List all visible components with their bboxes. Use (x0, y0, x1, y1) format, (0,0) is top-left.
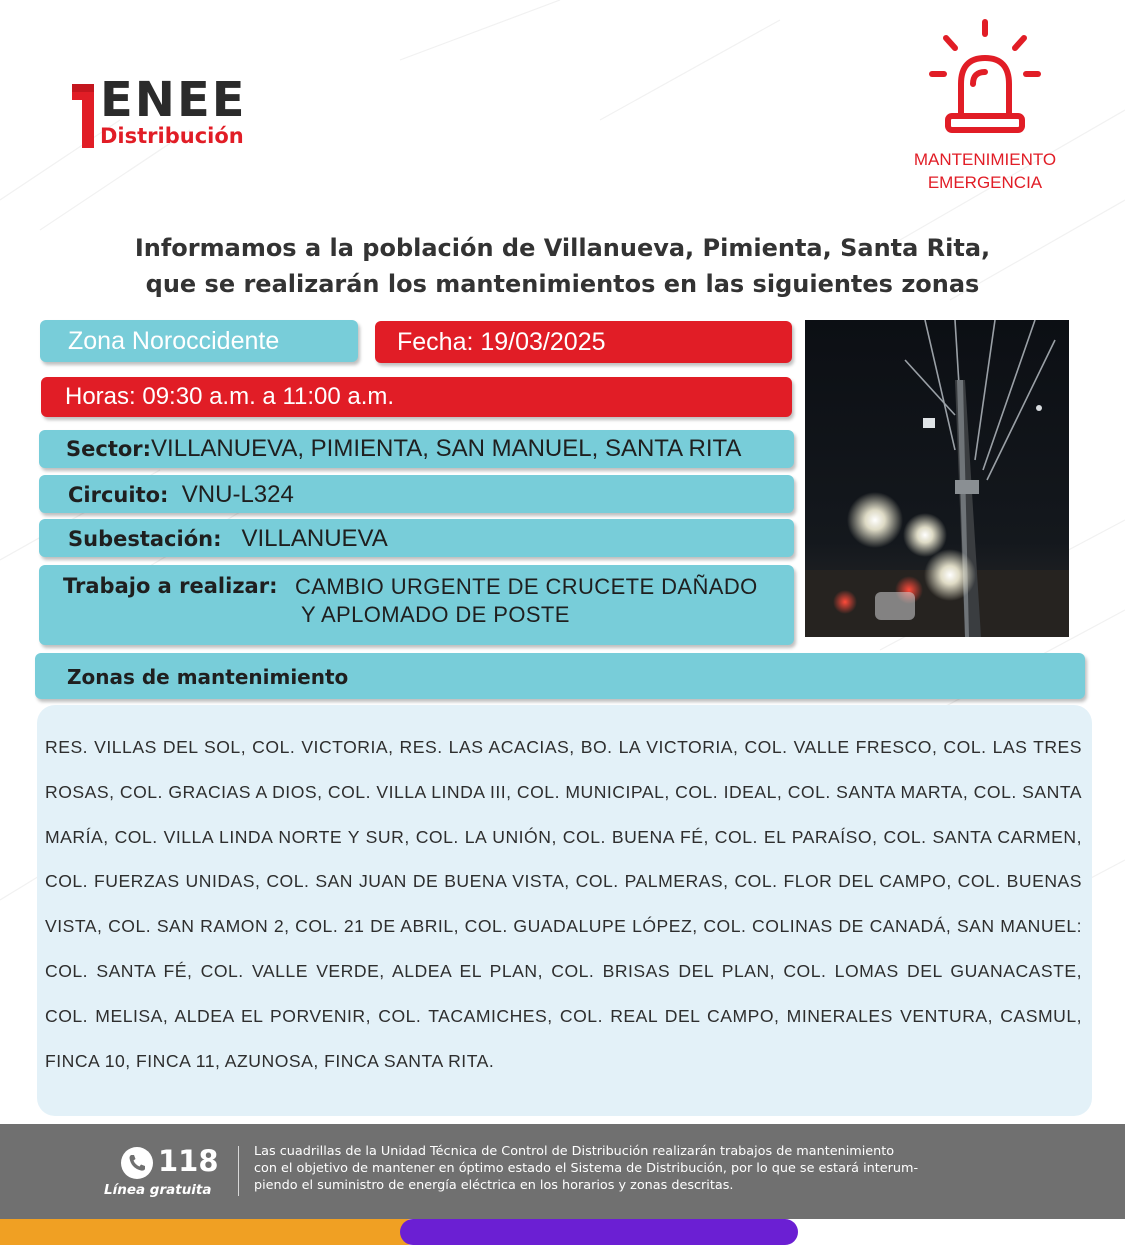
logo-wordmark: ENEE (100, 72, 247, 128)
sector-row (39, 430, 794, 468)
logo-mark-icon (70, 84, 96, 148)
trabajo-value-line-1: CAMBIO URGENTE DE CRUCETE DAÑADO (295, 574, 758, 599)
headline (20, 230, 1105, 302)
emergency-line-1: MANTENIMIENTO (913, 150, 1057, 169)
trabajo-value-line-2: Y APLOMADO DE POSTE (301, 602, 570, 627)
zona-badge: Zona Noroccidente (40, 320, 358, 362)
headline-line-1: Informamos a la población de Villanueva, Pimienta, Santa Rita, (134, 234, 991, 262)
footer-notice (254, 1143, 1054, 1194)
subestacion-row (39, 519, 794, 557)
footer-line-1: Las cuadrillas de la Unidad Técnica de Control de Distribución realizarán trabajos de mantenimiento (254, 1144, 895, 1159)
subestacion-label: Subestación: (68, 527, 222, 551)
subestacion-value: VILLANUEVA (241, 525, 388, 552)
horas-badge: Horas: 09:30 a.m. a 11:00 a.m. (41, 377, 792, 417)
trabajo-label: Trabajo a realizar: (63, 574, 278, 598)
trabajo-value (295, 573, 758, 629)
sector-label: Sector: (66, 437, 152, 461)
zonas-list: RES. VILLAS DEL SOL, COL. VICTORIA, RES. LAS ACACIAS, BO. LA VICTORIA, COL. VALLE FRESCO, COL. LAS TRES ROSAS, COL. GRACIAS A DIOS, COL. VILLA LINDA III, COL. MUNICIPAL, COL. IDEAL, COL. SANTA MARTA, COL. SANTA MARÍA, COL. VILLA LINDA NORTE Y SUR, COL. LA UNIÓN, COL. BUENA FÉ, COL. EL PARAÍSO, COL. SANTA CARMEN, COL. FUERZAS UNIDAS, COL. SAN JUAN DE BUENA VISTA, COL. PALMERAS, COL. FLOR DEL CAMPO, COL. BUENAS VISTA, COL. SAN RAMON 2, COL. 21 DE ABRIL, COL. GUADALUPE LÓPEZ, COL. COLINAS DE CANADÁ, SAN MANUEL: COL. SANTA FÉ, COL. VALLE VERDE, ALDEA EL PLAN, COL. BRISAS DEL PLAN, COL. LOMAS DEL GUANACASTE, COL. MELISA, ALDEA EL PORVENIR, COL. TACAMICHES, COL. REAL DEL CAMPO, MINERALES VENTURA, CASMUL, FINCA 10, FINCA 11, AZUNOSA, FINCA SANTA RITA. (45, 737, 1082, 1071)
siren-icon (928, 18, 1042, 138)
logo-subtitle: Distribución (100, 124, 244, 148)
emergency-badge (890, 18, 1080, 198)
phone-icon (120, 1146, 154, 1180)
zonas-panel (37, 705, 1092, 1116)
footer-line-3: piendo el suministro de energía eléctrica en los horarios y zonas descritas. (254, 1178, 734, 1193)
emergency-text (890, 148, 1080, 194)
maintenance-photo (805, 320, 1069, 637)
footer-line-2: con el objetivo de mantener en óptimo estado el Sistema de Distribución, por lo que se estará interum- (254, 1161, 919, 1176)
trabajo-row (39, 565, 794, 645)
circuito-label: Circuito: (68, 483, 169, 507)
circuito-row (39, 475, 794, 513)
enee-logo (70, 72, 330, 154)
footer-divider (238, 1146, 239, 1196)
hotline (100, 1144, 230, 1204)
zonas-title: Zonas de mantenimiento (67, 665, 349, 689)
hotline-number: 118 (158, 1144, 219, 1178)
emergency-line-2: EMERGENCIA (927, 173, 1043, 192)
footer (0, 1124, 1125, 1219)
hotline-label: Línea gratuita (104, 1182, 212, 1198)
sector-value: VILLANUEVA, PIMIENTA, SAN MANUEL, SANTA RITA (151, 435, 742, 462)
bottom-color-bar (0, 1219, 1125, 1247)
circuito-value: VNU-L324 (181, 481, 294, 508)
headline-line-2: que se realizarán los mantenimientos en las siguientes zonas (145, 270, 980, 298)
zonas-header (35, 653, 1085, 699)
fecha-badge: Fecha: 19/03/2025 (375, 321, 792, 363)
